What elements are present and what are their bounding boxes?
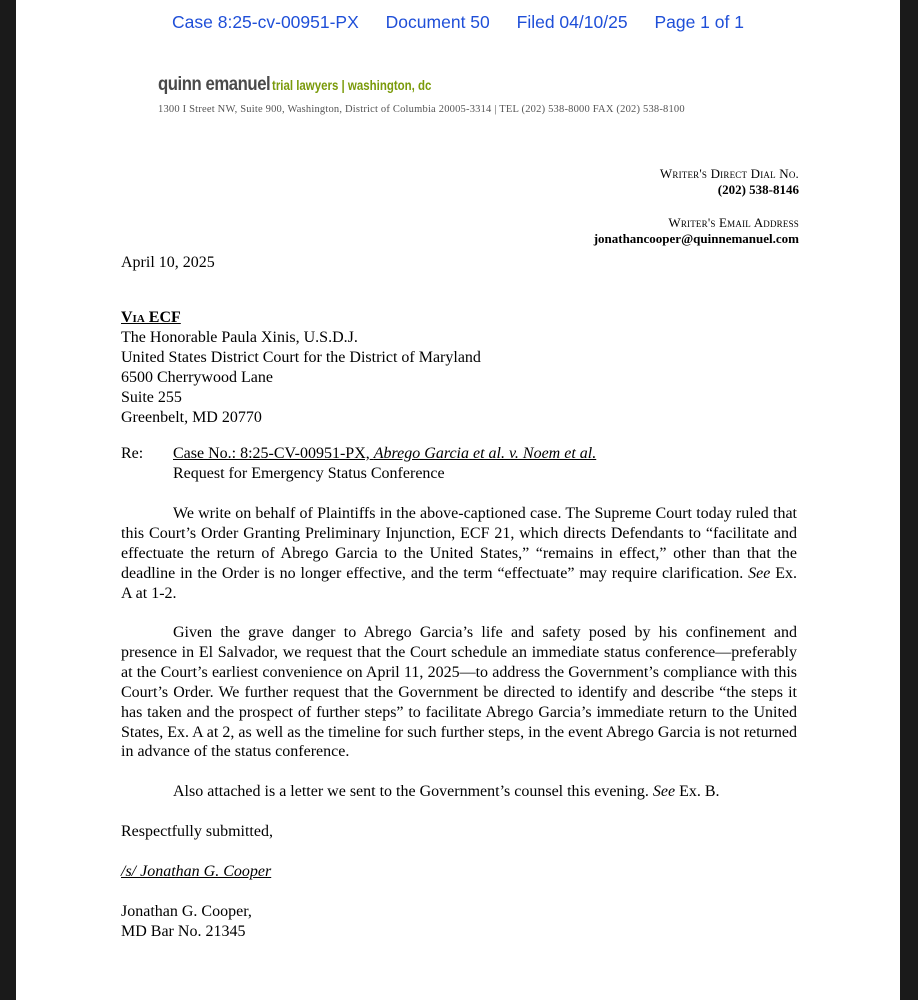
recipient-line: The Honorable Paula Xinis, U.S.D.J. xyxy=(121,328,358,346)
signature-line: /s/ Jonathan G. Cooper xyxy=(121,863,272,880)
ecf-document-number: Document 50 xyxy=(385,12,490,32)
writer-dial-label: Writer's Direct Dial No. xyxy=(659,166,799,181)
re-case-caption: Abrego Garcia et al. v. Noem et al. xyxy=(373,445,597,462)
paragraph-3-signal: See xyxy=(652,783,676,800)
document-page xyxy=(16,0,900,1000)
firm-name: quinn emanuel xyxy=(158,74,271,95)
writer-direct-dial xyxy=(660,166,799,198)
signer-bar-number: MD Bar No. 21345 xyxy=(121,922,246,940)
paragraph-3 xyxy=(121,782,797,802)
paragraph-2: Given the grave danger to Abrego Garcia’s life and safety posed by his confinement and presence in El Salvador, we request that the Court schedule an immediate status conference—preferably at the Court’s earliest convenience on April 11, 2025—to address the Government’s compliance with this Court’s Order. We further request that the Government be directed to identify and describe “the steps it has taken and the prospect of further steps” to facilitate Abrego Garcia’s immediate return to the United States, Ex. A at 2, as well as the timeline for such further steps, in the event Abrego Garcia is not returned in advance of the status conference. xyxy=(121,624,797,761)
firm-address: 1300 I Street NW, Suite 900, Washington, District of Columbia 20005-3314 | TEL (202) 538-8000 FAX (202) 538-8100 xyxy=(158,104,685,115)
paragraph-3-cite: Ex. B. xyxy=(679,783,720,800)
paragraph-1-signal: See xyxy=(748,564,771,582)
signer-block xyxy=(121,902,252,942)
paragraph-1 xyxy=(121,504,797,604)
ecf-filed-date: Filed 04/10/25 xyxy=(516,12,628,32)
re-case-number: Case No.: 8:25-CV-00951-PX, xyxy=(173,445,370,462)
recipient-line: Suite 255 xyxy=(121,388,182,406)
recipient-line: 6500 Cherrywood Lane xyxy=(121,368,273,386)
recipient-line: Greenbelt, MD 20770 xyxy=(121,408,262,426)
via-ecf: Via ECF xyxy=(121,309,181,326)
writer-dial-value: (202) 538-8146 xyxy=(717,182,799,197)
writer-email-value: jonathancooper@quinnemanuel.com xyxy=(593,231,799,246)
re-label: Re: xyxy=(121,445,144,462)
paragraph-3-text: Also attached is a letter we sent to the Government’s counsel this evening. xyxy=(173,783,649,800)
writer-email xyxy=(594,215,799,247)
paragraph-1-cite: Ex. A at 1-2. xyxy=(121,564,797,602)
ecf-page-number: Page 1 of 1 xyxy=(654,12,744,32)
firm-tagline: trial lawyers | washington, dc xyxy=(271,78,432,93)
re-block xyxy=(173,444,596,484)
recipient-block xyxy=(121,308,481,427)
letter-date: April 10, 2025 xyxy=(121,254,215,271)
closing-salutation: Respectfully submitted, xyxy=(121,823,273,840)
signer-name: Jonathan G. Cooper, xyxy=(121,903,252,920)
ecf-case-number: Case 8:25-cv-00951-PX xyxy=(172,12,359,32)
writer-email-label: Writer's Email Address xyxy=(668,215,799,230)
re-case-line xyxy=(173,444,596,464)
ecf-header xyxy=(16,12,900,33)
recipient-line: United States District Court for the District of Maryland xyxy=(121,348,481,366)
paragraph-1-text: We write on behalf of Plaintiffs in the above-captioned case. The Supreme Court today ruled that this Court’s Order Granting Preliminary Injunction, ECF 21, which directs Defendants to “facilitate and effectuate the return of Abrego Garcia to the United States,” “remains in effect,” other than that the deadline in the Order is no longer effective, and the term “effectuate” may require clarification. xyxy=(121,505,797,582)
re-subject: Request for Emergency Status Conference xyxy=(173,464,445,482)
letterhead-logo xyxy=(158,74,459,96)
